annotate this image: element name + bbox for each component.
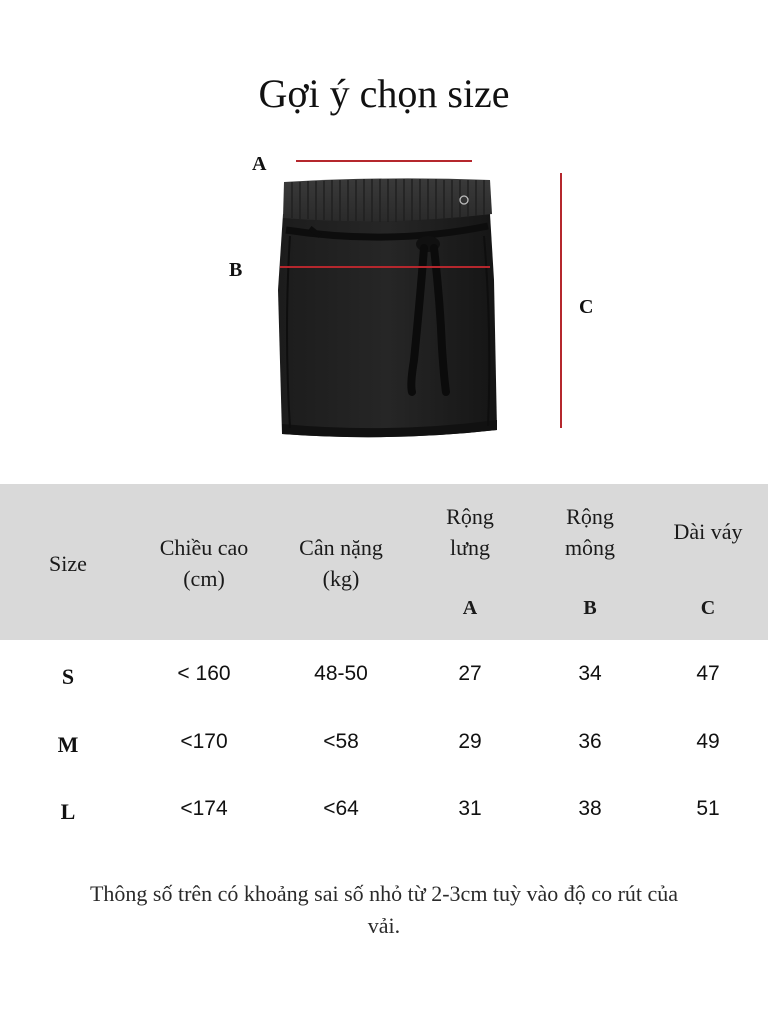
size-table-header bbox=[0, 484, 768, 640]
table-row bbox=[0, 654, 768, 694]
cell-height: <174 bbox=[180, 797, 228, 820]
header-waist-line2: lưng bbox=[449, 535, 491, 560]
label-a: A bbox=[252, 153, 267, 175]
header-waist-line1: Rộng bbox=[446, 504, 494, 529]
header-length-letter: C bbox=[700, 597, 716, 619]
header-weight bbox=[272, 532, 410, 594]
header-height-line1: Chiều cao bbox=[159, 535, 249, 560]
skirt-illustration bbox=[0, 0, 768, 470]
header-waist-letter: A bbox=[462, 597, 478, 619]
cell-size: L bbox=[60, 799, 76, 824]
cell-weight: <64 bbox=[323, 797, 359, 820]
label-b: B bbox=[229, 259, 243, 281]
header-length-line1: Dài váy bbox=[673, 519, 743, 544]
cell-weight: 48-50 bbox=[314, 662, 368, 685]
cell-a: 29 bbox=[458, 730, 482, 753]
header-size bbox=[28, 548, 108, 579]
cell-a: 27 bbox=[458, 662, 482, 685]
header-hip-line2: mông bbox=[564, 535, 616, 560]
cell-height: <170 bbox=[180, 730, 228, 753]
cell-a: 31 bbox=[458, 797, 482, 820]
cell-height: < 160 bbox=[177, 662, 231, 685]
header-waist bbox=[410, 501, 530, 563]
header-hip-letter: B bbox=[583, 597, 597, 619]
table-row bbox=[0, 722, 768, 762]
table-row bbox=[0, 789, 768, 829]
header-weight-line2: (kg) bbox=[322, 566, 360, 591]
header-height-line2: (cm) bbox=[183, 566, 225, 591]
header-hip bbox=[530, 501, 650, 563]
cell-b: 34 bbox=[578, 662, 602, 685]
header-height bbox=[134, 532, 274, 594]
page-title: Gợi ý chọn size bbox=[258, 71, 510, 116]
size-diagram bbox=[0, 0, 768, 470]
header-length bbox=[650, 516, 766, 547]
label-c: C bbox=[579, 296, 594, 318]
skirt-body bbox=[278, 214, 497, 437]
cell-b: 36 bbox=[578, 730, 602, 753]
cell-size: S bbox=[61, 664, 75, 689]
cell-c: 49 bbox=[696, 730, 720, 753]
header-weight-line1: Cân nặng bbox=[299, 535, 383, 560]
header-size-label: Size bbox=[49, 551, 87, 576]
header-hip-line1: Rộng bbox=[566, 504, 614, 529]
cell-weight: <58 bbox=[323, 730, 359, 753]
cell-size: M bbox=[57, 732, 79, 757]
size-note: Thông số trên có khoảng sai số nhỏ từ 2-3cm tuỳ vào độ co rút của vải. bbox=[89, 881, 679, 938]
cell-c: 47 bbox=[696, 662, 720, 685]
cell-c: 51 bbox=[696, 797, 720, 820]
cell-b: 38 bbox=[578, 797, 602, 820]
